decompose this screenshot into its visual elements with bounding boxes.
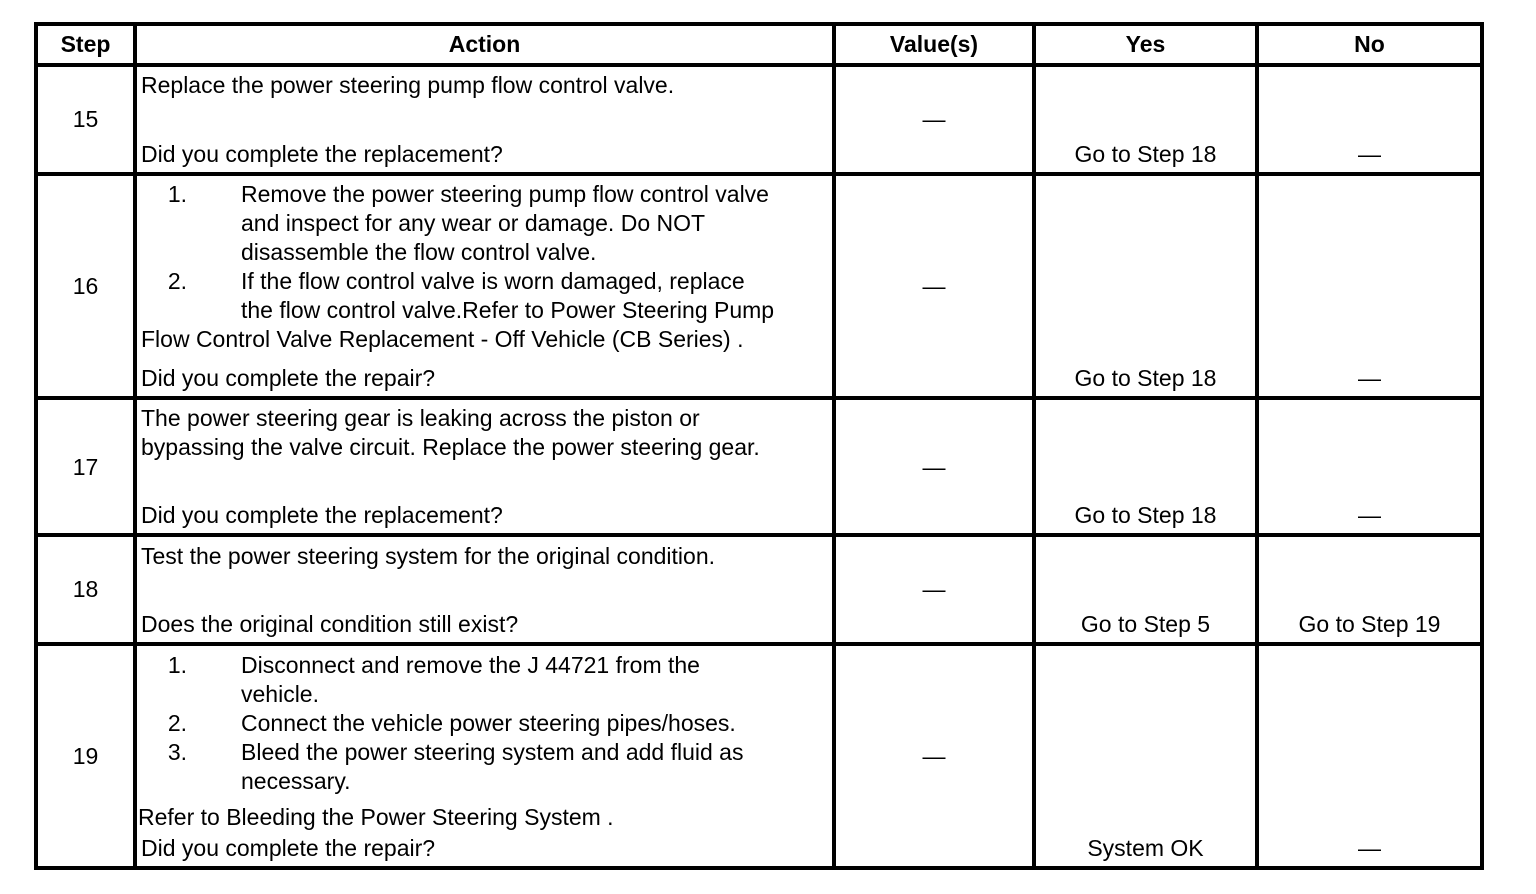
header-values: Value(s) bbox=[836, 26, 1032, 63]
value-text: — bbox=[922, 576, 946, 602]
table-row bbox=[38, 176, 133, 396]
action-cell bbox=[137, 537, 832, 642]
yes-cell bbox=[1036, 67, 1255, 172]
header-yes: Yes bbox=[1036, 26, 1255, 63]
list-number: 3. bbox=[167, 739, 187, 765]
no-text: Go to Step 19 bbox=[1298, 611, 1441, 637]
table-row bbox=[38, 537, 133, 642]
yes-cell bbox=[1036, 646, 1255, 866]
step-number: 18 bbox=[72, 576, 99, 602]
value-cell bbox=[836, 67, 1032, 172]
step-number: 19 bbox=[72, 743, 99, 769]
no-text: — bbox=[1358, 835, 1381, 861]
action-refer: Refer to Bleeding the Power Steering System . bbox=[138, 804, 614, 830]
yes-text: System OK bbox=[1087, 835, 1204, 861]
list-item-line: necessary. bbox=[241, 768, 351, 794]
table-row bbox=[38, 400, 133, 533]
list-number: 1. bbox=[167, 181, 187, 207]
list-item-line: and inspect for any wear or damage. Do NOT bbox=[241, 210, 706, 236]
yes-text: Go to Step 18 bbox=[1074, 365, 1217, 391]
action-text: The power steering gear is leaking across the piston or bbox=[141, 405, 700, 431]
step-number: 16 bbox=[72, 273, 99, 299]
no-text: — bbox=[1358, 141, 1381, 167]
table-row bbox=[38, 67, 133, 172]
action-cell bbox=[137, 176, 832, 396]
list-item-line: Remove the power steering pump flow control valve bbox=[241, 181, 769, 207]
no-text: — bbox=[1358, 365, 1381, 391]
no-cell bbox=[1259, 646, 1480, 866]
action-question: Does the original condition still exist? bbox=[141, 611, 519, 637]
header-no: No bbox=[1259, 26, 1480, 63]
action-question: Did you complete the repair? bbox=[141, 835, 436, 861]
value-text: — bbox=[922, 454, 946, 480]
action-cell bbox=[137, 646, 832, 866]
list-item-line: Connect the vehicle power steering pipes/hoses. bbox=[241, 710, 736, 736]
list-item-line: If the flow control valve is worn damaged, replace bbox=[241, 268, 745, 294]
yes-text: Go to Step 5 bbox=[1080, 611, 1211, 637]
list-item-line: vehicle. bbox=[241, 681, 319, 707]
no-cell bbox=[1259, 176, 1480, 396]
action-text: Replace the power steering pump flow control valve. bbox=[141, 72, 675, 98]
value-text: — bbox=[922, 743, 946, 769]
action-text: bypassing the valve circuit. Replace the power steering gear. bbox=[141, 434, 760, 460]
yes-cell bbox=[1036, 537, 1255, 642]
step-number: 17 bbox=[72, 454, 99, 480]
no-text: — bbox=[1358, 502, 1381, 528]
header-step: Step bbox=[38, 26, 133, 63]
value-cell bbox=[836, 400, 1032, 533]
yes-cell bbox=[1036, 400, 1255, 533]
yes-cell bbox=[1036, 176, 1255, 396]
value-cell bbox=[836, 537, 1032, 642]
action-cell bbox=[137, 67, 832, 172]
list-number: 2. bbox=[167, 268, 187, 294]
no-cell bbox=[1259, 400, 1480, 533]
list-item-line: disassemble the flow control valve. bbox=[241, 239, 597, 265]
value-text: — bbox=[922, 106, 946, 132]
list-number: 2. bbox=[167, 710, 187, 736]
action-text: Test the power steering system for the original condition. bbox=[141, 543, 716, 569]
value-cell bbox=[836, 646, 1032, 866]
no-cell bbox=[1259, 537, 1480, 642]
value-cell bbox=[836, 176, 1032, 396]
no-cell bbox=[1259, 67, 1480, 172]
action-question: Did you complete the repair? bbox=[141, 365, 436, 391]
step-number: 15 bbox=[72, 106, 99, 132]
action-continuation: Flow Control Valve Replacement - Off Vehicle (CB Series) . bbox=[141, 326, 744, 352]
action-question: Did you complete the replacement? bbox=[141, 502, 503, 528]
yes-text: Go to Step 18 bbox=[1074, 141, 1217, 167]
yes-text: Go to Step 18 bbox=[1074, 502, 1217, 528]
table-row bbox=[38, 646, 133, 866]
list-number: 1. bbox=[167, 652, 187, 678]
list-item-line: Disconnect and remove the J 44721 from the bbox=[241, 652, 700, 678]
list-item-line: Bleed the power steering system and add fluid as bbox=[241, 739, 744, 765]
action-question: Did you complete the replacement? bbox=[141, 141, 503, 167]
list-item-line: the flow control valve.Refer to Power Steering Pump bbox=[241, 297, 775, 323]
header-action: Action bbox=[137, 26, 832, 63]
diagnostic-table bbox=[34, 22, 1484, 870]
value-text: — bbox=[922, 273, 946, 299]
action-cell bbox=[137, 400, 832, 533]
